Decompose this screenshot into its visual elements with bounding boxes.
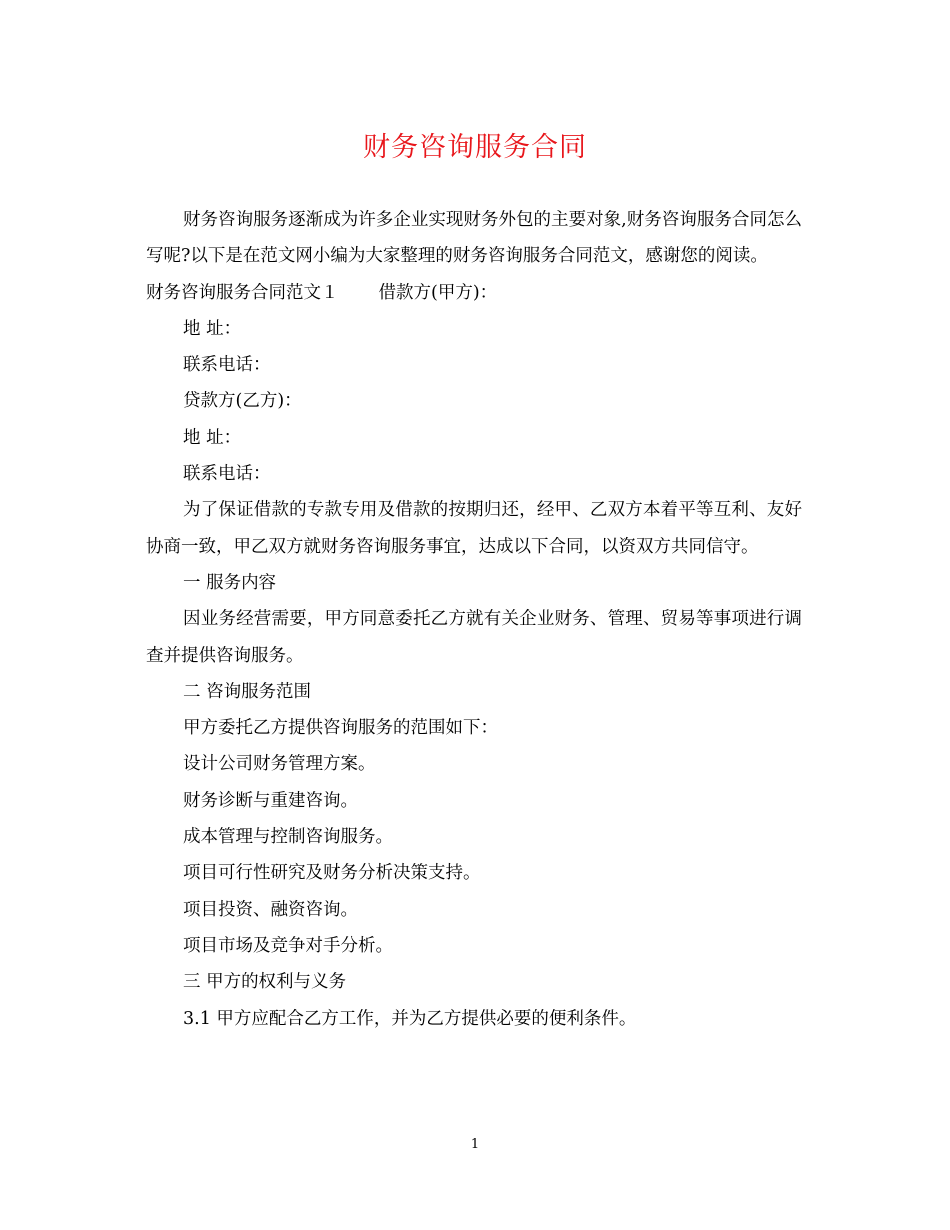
lender-label: 贷款方(乙方)：	[183, 391, 302, 412]
party-a-address-label: 地 址：	[183, 318, 242, 339]
party-a-phone-label: 联系电话：	[183, 355, 271, 376]
document-title: 财务咨询服务合同	[363, 132, 587, 163]
borrower-label: 借款方(甲方)：	[378, 282, 498, 303]
intro-paragraph: 财务咨询服务逐渐成为许多企业实现财务外包的主要对象,财务咨询服务合同怎么写呢?以下是在范文网小编为大家整理的财务咨询服务合同范文，感谢您的阅读。	[146, 210, 802, 267]
party-b-address-label: 地 址：	[183, 427, 242, 448]
sample-heading-line	[146, 275, 802, 311]
service-scope-item: 成本管理与控制咨询服务。	[183, 827, 393, 848]
section-3-heading: 三 甲方的权利与义务	[183, 972, 347, 993]
preamble-paragraph: 为了保证借款的专款专用及借款的按期归还，经甲、乙双方本着平等互利、友好协商一致，甲乙双方就财务咨询服务事宜，达成以下合同，以资双方共同信守。	[146, 500, 802, 557]
clause-3-1: 3.1 甲方应配合乙方工作，并为乙方提供必要的便利条件。	[183, 1008, 637, 1029]
document-body	[146, 202, 802, 1037]
service-scope-item: 项目可行性研究及财务分析决策支持。	[183, 863, 481, 884]
section-1-heading: 一 服务内容	[183, 572, 277, 593]
section-2-lead: 甲方委托乙方提供咨询服务的范围如下：	[183, 718, 498, 739]
section-2-heading: 二 咨询服务范围	[183, 681, 312, 702]
sample-heading: 财务咨询服务合同范文１	[146, 282, 339, 303]
service-scope-item: 财务诊断与重建咨询。	[183, 790, 358, 811]
service-scope-item: 项目投资、融资咨询。	[183, 899, 358, 920]
section-1-text: 因业务经营需要，甲方同意委托乙方就有关企业财务、管理、贸易等事项进行调查并提供咨询服务。	[146, 609, 802, 666]
party-b-phone-label: 联系电话：	[183, 464, 271, 485]
service-scope-item: 设计公司财务管理方案。	[183, 754, 376, 775]
page-number: 1	[470, 1137, 480, 1152]
service-scope-item: 项目市场及竞争对手分析。	[183, 935, 393, 956]
